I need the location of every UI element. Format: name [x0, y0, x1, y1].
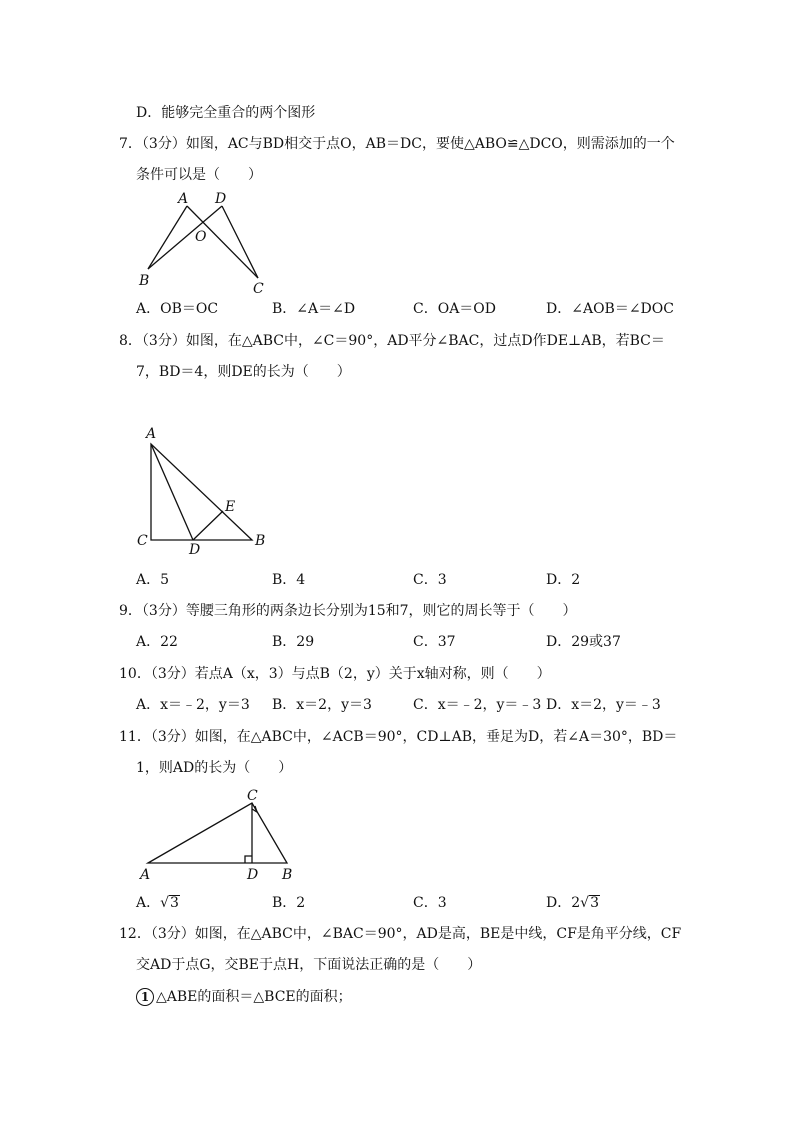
q8-option-b: B．4: [272, 572, 306, 588]
q9-option-a: A．22: [136, 634, 178, 650]
q9-stem: 9．（3分）等腰三角形的两条边长分别为15和7，则它的周长等于（ ）: [119, 603, 577, 619]
q9-option-b: B．29: [272, 634, 315, 650]
q11-option-c: C．3: [413, 895, 447, 911]
q10-stem: 10．（3分）若点A（x，3）与点B（2，y）关于x轴对称，则（ ）: [119, 666, 551, 682]
q12-stem-line1: 12．（3分）如图，在△ABC中，∠BAC＝90°，AD是高，BE是中线，CF是角平分线，CF: [119, 926, 682, 942]
triangle-abc: [148, 803, 287, 863]
q7-stem-line1: 7．（3分）如图，AC与BD相交于点O，AB＝DC，要使△ABO≌△DCO，则需添加的一个: [119, 136, 675, 152]
label-c: C: [253, 281, 264, 296]
q7-stem-line2: 条件可以是（ ）: [136, 167, 262, 183]
q11-figure: [136, 786, 300, 882]
label-c: C: [247, 788, 258, 804]
q11-option-d-radicand: 3: [590, 895, 599, 911]
q10-option-a: A．x＝﹣2，y＝3: [136, 697, 250, 713]
right-angle-d: [245, 856, 252, 863]
sqrt-symbol: √: [580, 895, 590, 911]
sqrt-symbol: √: [160, 895, 170, 911]
q11-option-d-prefix: D．2: [546, 895, 581, 911]
q6-option-d: D．能够完全重合的两个图形: [136, 105, 316, 121]
segment-dc: [222, 206, 258, 278]
segment-de: [193, 511, 223, 540]
q8-figure: [132, 424, 272, 558]
q8-option-a: A．5: [136, 572, 170, 588]
segment-ad: [151, 444, 193, 540]
label-d: D: [189, 542, 201, 558]
q11-stem-line2: 1，则AD的长为（ ）: [136, 760, 293, 776]
label-a: A: [140, 867, 151, 882]
q8-option-c: C．3: [413, 572, 447, 588]
q7-figure: [130, 188, 280, 296]
q9-option-c: C．37: [413, 634, 456, 650]
q11-option-d: [546, 893, 600, 913]
q8-stem-line2: 7，BD＝4，则DE的长为（ ）: [136, 364, 351, 380]
circled-number-1: 1: [136, 988, 154, 1006]
q7-option-b: B．∠A＝∠D: [272, 301, 356, 317]
label-o: O: [195, 229, 207, 245]
q9-option-d: D．29或37: [546, 634, 621, 650]
label-a: A: [146, 426, 157, 442]
q8-option-d: D．2: [546, 572, 581, 588]
q10-option-b: B．x＝2，y＝3: [272, 697, 372, 713]
q11-option-a: [136, 893, 180, 913]
segment-db: [148, 206, 222, 269]
q12-statement-1: [136, 987, 352, 1007]
label-c: C: [137, 533, 148, 549]
q11-option-a-prefix: A．: [136, 895, 161, 911]
label-e: E: [225, 499, 236, 515]
q7-option-a: A．OB＝OC: [136, 301, 219, 317]
q7-option-d: D．∠AOB＝∠DOC: [546, 301, 674, 317]
label-a: A: [178, 191, 189, 207]
q12-statement-1-text: △ABE的面积＝△BCE的面积；: [156, 989, 352, 1005]
q11-stem-line1: 11．（3分）如图，在△ABC中，∠ACB＝90°，CD⊥AB，垂足为D，若∠A＝30°，BD＝: [119, 729, 678, 745]
q12-stem-line2: 交AD于点G，交BE于点H，下面说法正确的是（ ）: [136, 957, 482, 973]
q8-stem-line1: 8．（3分）如图，在△ABC中，∠C＝90°，AD平分∠BAC，过点D作DE⊥AB，若BC＝: [119, 333, 665, 349]
label-b: B: [282, 867, 293, 882]
q11-option-a-radicand: 3: [170, 895, 179, 911]
triangle-abc: [151, 444, 252, 540]
segment-ab: [148, 206, 187, 269]
label-d: D: [247, 867, 259, 882]
q7-option-c: C．OA＝OD: [413, 301, 497, 317]
label-b: B: [139, 273, 150, 289]
q10-option-c: C．x＝﹣2，y＝﹣3: [413, 697, 542, 713]
label-d: D: [215, 191, 227, 207]
q11-option-b: B．2: [272, 895, 306, 911]
label-b: B: [255, 533, 266, 549]
q10-option-d: D．x＝2，y＝﹣3: [546, 697, 661, 713]
